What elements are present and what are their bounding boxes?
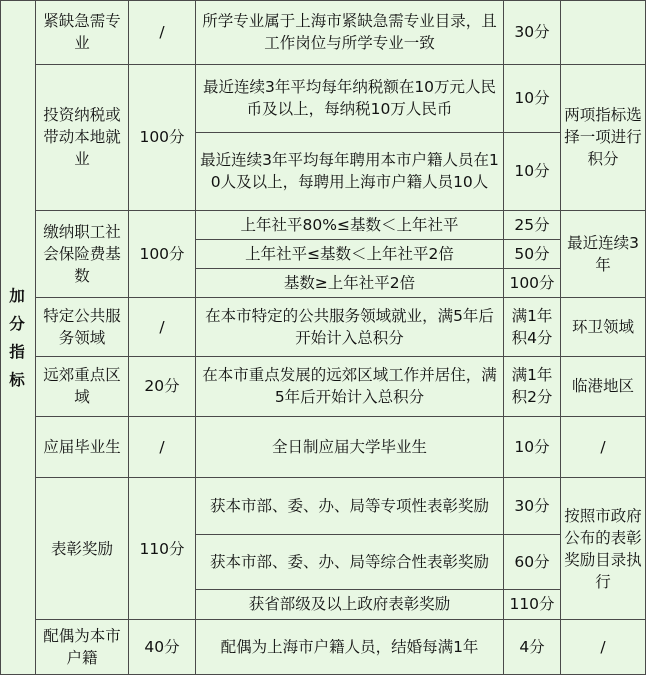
item-score: 满1年积2分 xyxy=(504,356,561,416)
item-note: 临港地区 xyxy=(561,356,646,416)
item-points: 20分 xyxy=(129,356,196,416)
row-investment-1 xyxy=(1,64,646,132)
item-condition: 所学专业属于上海市紧缺急需专业目录，且工作岗位与所学专业一致 xyxy=(196,1,504,65)
item-points: 110分 xyxy=(129,478,196,620)
category-label: 加分指标 xyxy=(9,286,27,389)
item-name: 远郊重点区域 xyxy=(36,356,129,416)
item-score: 4分 xyxy=(504,620,561,675)
item-note: 环卫领域 xyxy=(561,298,646,357)
item-name: 特定公共服务领域 xyxy=(36,298,129,357)
category-cell xyxy=(1,1,36,675)
item-name: 配偶为本市户籍 xyxy=(36,620,129,675)
item-condition: 最近连续3年平均每年聘用本市户籍人员在10人及以上，每聘用上海市户籍人员10人 xyxy=(196,132,504,210)
item-note xyxy=(561,1,646,65)
item-condition: 获本市部、委、办、局等综合性表彰奖励 xyxy=(196,534,504,589)
item-score: 60分 xyxy=(504,534,561,589)
item-points: / xyxy=(129,416,196,478)
item-note: 两项指标选择一项进行积分 xyxy=(561,64,646,210)
item-condition: 在本市特定的公共服务领域就业，满5年后开始计入总积分 xyxy=(196,298,504,357)
item-points: 100分 xyxy=(129,64,196,210)
item-score: 10分 xyxy=(504,132,561,210)
row-award-1 xyxy=(1,478,646,535)
item-score: 满1年积4分 xyxy=(504,298,561,357)
item-name: 投资纳税或带动本地就业 xyxy=(36,64,129,210)
item-note: 按照市政府公布的表彰奖励目录执行 xyxy=(561,478,646,620)
item-name: 表彰奖励 xyxy=(36,478,129,620)
item-condition: 上年社平80%≤基数＜上年社平 xyxy=(196,210,504,239)
item-points: / xyxy=(129,298,196,357)
item-condition: 基数≥上年社平2倍 xyxy=(196,268,504,298)
item-points: 40分 xyxy=(129,620,196,675)
item-points: / xyxy=(129,1,196,65)
item-condition: 最近连续3年平均每年纳税额在10万元人民币及以上，每纳税10万人民币 xyxy=(196,64,504,132)
item-note: / xyxy=(561,416,646,478)
item-score: 100分 xyxy=(504,268,561,298)
item-condition: 全日制应届大学毕业生 xyxy=(196,416,504,478)
item-note: / xyxy=(561,620,646,675)
item-score: 10分 xyxy=(504,416,561,478)
row-graduate xyxy=(1,416,646,478)
row-spouse xyxy=(1,620,646,675)
item-score: 25分 xyxy=(504,210,561,239)
item-score: 110分 xyxy=(504,589,561,620)
row-public-service xyxy=(1,298,646,357)
item-name: 紧缺急需专业 xyxy=(36,1,129,65)
row-urgent-major xyxy=(1,1,646,65)
item-name: 缴纳职工社会保险费基数 xyxy=(36,210,129,297)
row-suburb xyxy=(1,356,646,416)
item-score: 10分 xyxy=(504,64,561,132)
row-social-security-1 xyxy=(1,210,646,239)
item-name: 应届毕业生 xyxy=(36,416,129,478)
item-score: 30分 xyxy=(504,1,561,65)
item-points: 100分 xyxy=(129,210,196,297)
item-condition: 获省部级及以上政府表彰奖励 xyxy=(196,589,504,620)
item-score: 30分 xyxy=(504,478,561,535)
item-condition: 在本市重点发展的远郊区域工作并居住，满5年后开始计入总积分 xyxy=(196,356,504,416)
item-condition: 获本市部、委、办、局等专项性表彰奖励 xyxy=(196,478,504,535)
item-note: 最近连续3年 xyxy=(561,210,646,297)
item-condition: 配偶为上海市户籍人员，结婚每满1年 xyxy=(196,620,504,675)
item-condition: 上年社平≤基数＜上年社平2倍 xyxy=(196,239,504,268)
item-score: 50分 xyxy=(504,239,561,268)
